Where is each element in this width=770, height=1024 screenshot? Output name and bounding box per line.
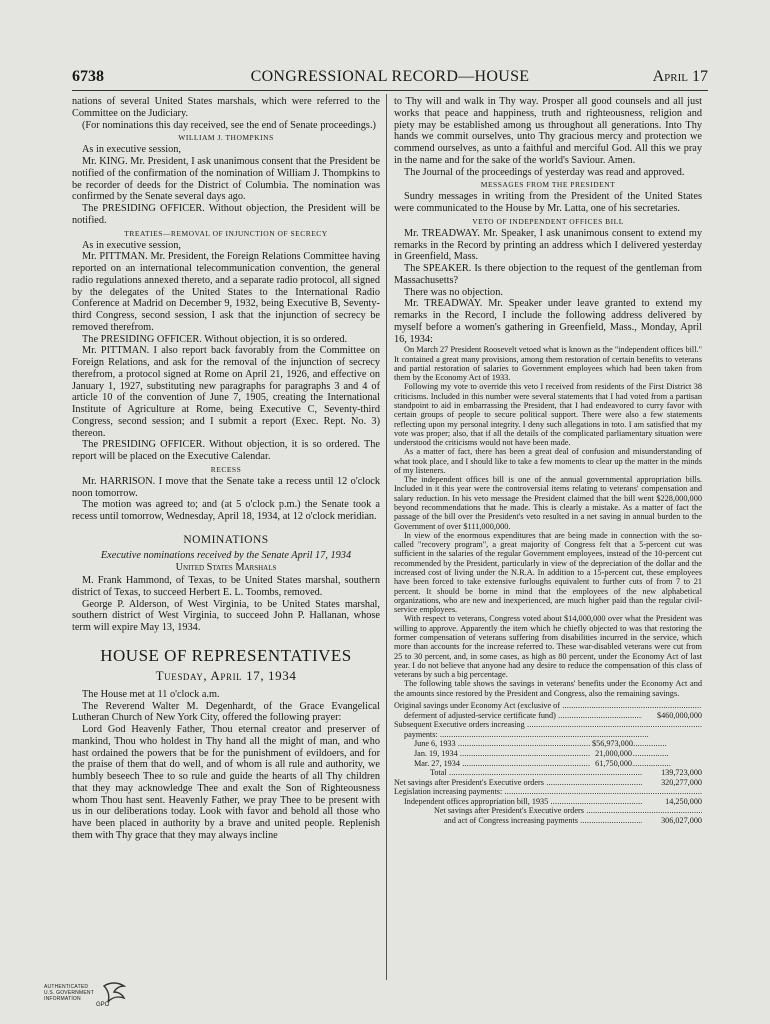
table-row (394, 730, 702, 740)
paragraph: On March 27 President Roosevelt vetoed what is known as the "independent offices bill." It contained a great many provisions, among them restoration of certain benefits to veterans and partial restoration of salaries to Government employees which had been taken from them by the Economy Act of 1933. (394, 345, 702, 383)
gpo-authentication-stamp (44, 980, 134, 1014)
paragraph: The independent offices bill is one of the annual governmental appropriation bills. Included in it this year were the controversial items relating to veterans' compensation and salary reduction. In his veto message the President claimed that the bill went $228,000,000 beyond recommendations that he made. This is clearly a mistake. As a matter of fact the passage of the bill over the President's veto resulted in a net saving in annual burden to the Government of over $111,000,000. (394, 475, 702, 531)
table-row (394, 759, 702, 769)
page-number: 6738 (72, 68, 104, 85)
table-row (394, 816, 702, 826)
paragraph: The Reverend Walter M. Degenhardt, of the Grace Evangelical Lutheran Church of New York City, offered the following prayer: (72, 700, 380, 724)
table-value: 139,723,000 (642, 768, 702, 778)
table-label: Total ..... (430, 768, 658, 778)
table-value: 306,027,000 (642, 816, 702, 826)
table-row (394, 787, 702, 797)
paragraph: The PRESIDING OFFICER. Without objection, it is so ordered. (82, 333, 348, 345)
stamp-line: INFORMATION (44, 996, 81, 1002)
paragraph: There was no objection. (404, 286, 503, 298)
paragraph: Sundry messages in writing from the President of the United States were communicated to the House by Mr. Latta, one of his secretaries. (394, 191, 702, 214)
table-row (394, 711, 702, 721)
paragraph: Mr. PITTMAN. Mr. President, the Foreign Relations Committee having reported on an international telecommunication convention, the general radio regulations annexed thereto, and a separate radio protocol, all signed by the delegates of the United States to the International Radio Conference at Madrid on December 9, 1932, being Executive B, Seventy-third Congress, second session, I ask that the injunction of secrecy be removed therefrom. (72, 251, 380, 333)
paragraph: In view of the enormous expenditures that are being made in connection with the so-called "recovery program", a great majority of Congress felt that a 5-percent cut was sufficient in the salaries of the regular Government employees, instead of the 10-percent cut recommended by the President, particularly in view of the depreciation of the dollar and the increased cost of living under the N.R.A. In addition to a 15-percent cut, these employees have been forced to take extensive furloughs equivalent to further cuts of from 7 to 21 percent. It should be borne in mind that the employees of the new alphabetical organizations, who are new and inexperienced, are much higher paid than the regular civil-service employees. (394, 530, 702, 615)
table-row (394, 806, 702, 816)
paragraph: (For nominations this day received, see the end of Senate proceedings.) (82, 119, 376, 131)
section-caption: WILLIAM J. THOMPKINS (178, 133, 274, 143)
table-label: Independent offices appropriation bill, 1935 ..... (404, 797, 702, 807)
savings-table (394, 701, 702, 826)
house-date: Tuesday, April 17, 1934 (155, 667, 297, 683)
table-label: Net savings after President's Executive orders ..... (394, 778, 702, 788)
table-row (394, 778, 702, 788)
prayer-paragraph: Lord God Heavenly Father, Thou eternal creator and preserver of mankind, Thou who holdest in Thy hand all the might of man, and who hast ordained the powers that be for the punishment of evildoers, and for the praise of them that do well, and of whom is all rule and authority, we humbly beseech Thee to so rule and guide the hearts of all Thy children that they may acknowledge Thee and exalt the Son of Righteousness whom Thou hast sent. Heavenly Father, we pray Thee to be present with us in our deliberations today. Look with favor and behold all those who have been placed in authority by a brave and united people. Replenish them with Thy grace that they may always incline (72, 724, 380, 841)
table-row (394, 701, 702, 711)
table-label: and act of Congress increasing payments ..... (444, 816, 702, 826)
paragraph: The following table shows the savings in veterans' benefits under the Economy Act and the amounts since restored by the President and Congress, also the remaining savings. (394, 679, 702, 698)
nominations-subheading: Executive nominations received by the Senate April 17, 1934 (100, 549, 352, 561)
paragraph: The Journal of the proceedings of yesterday was read and approved. (404, 166, 685, 178)
table-value: 61,750,000 (590, 759, 632, 769)
paragraph: As in executive session, (82, 144, 181, 156)
paragraph: Mr. HARRISON. I move that the Senate take a recess until 12 o'clock noon tomorrow. (72, 475, 380, 499)
right-column (394, 96, 702, 826)
section-caption: VETO OF INDEPENDENT OFFICES BILL (472, 216, 624, 226)
publication-title: CONGRESSIONAL RECORD—HOUSE (250, 68, 530, 85)
paragraph: M. Frank Hammond, of Texas, to be United States marshal, southern district of Texas, to succeed Herbert E. L. Toombs, removed. (72, 575, 380, 598)
table-value: $56,973,000 (592, 739, 633, 749)
house-heading: HOUSE OF REPRESENTATIVES (100, 645, 352, 665)
paragraph: As a matter of fact, there has been a great deal of confusion and misunderstanding of what took place, and I should like to take a few moments to clear up the matter in the minds of my listeners. (394, 447, 702, 475)
address-text (394, 345, 702, 698)
stamp-line: AUTHENTICATED (44, 984, 89, 990)
paragraph: The SPEAKER. Is there objection to the request of the gentleman from Massachusetts? (394, 263, 702, 286)
table-value: $460,000,000 (642, 711, 702, 721)
stamp-text (44, 984, 94, 1002)
table-value: 14,250,000 (642, 797, 702, 807)
section-caption: TREATIES—REMOVAL OF INJUNCTION OF SECRECY (124, 228, 328, 238)
section-caption: MESSAGES FROM THE PRESIDENT (480, 180, 616, 190)
table-value: 320,277,000 (642, 778, 702, 788)
stamp-line: U.S. GOVERNMENT (44, 990, 94, 996)
paragraph: Following my vote to override this veto I received from residents of the First District 38 criticisms. Included in this number were several statements that I had voted from a partisan standpoint to aid in embarrassing the President, that I had endeavored to curry favor with certain groups of people to secure political support. There were also a few statements reflecting upon my personal integrity. I deny such allegations in toto. I am satisfied that my vote was proper; also, that if all the details of the complicated parliamentary situation were understood the criticisms would not have been made. (394, 382, 702, 448)
table-row (394, 720, 702, 730)
paragraph: The PRESIDING OFFICER. Without objection, it is so ordered. The report will be placed on the Executive Calendar. (72, 439, 380, 462)
paragraph: George P. Alderson, of West Virginia, to be United States marshal, southern district of West Virginia, to succeed John P. Hallanan, whose term will expire May 13, 1934. (72, 598, 380, 633)
table-value: 21,000,000 (590, 749, 632, 759)
table-row (394, 739, 702, 749)
paragraph: Mr. TREADWAY. Mr. Speaker under leave granted to extend my remarks in the Record, I include the following address delivered by myself before a women's gathering in Greenfield, Mass., Monday, April 16, 1934: (394, 298, 702, 345)
paragraph: nations of several United States marshals, which were referred to the Committee on the Judiciary. (72, 96, 380, 119)
paragraph: Mr. KING. Mr. President, I ask unanimous consent that the President be notified of the confirmation of the nomination of William J. Thompkins to be recorder of deeds for the District of Columbia. The nomination was confirmed by the Senate several days ago. (72, 156, 380, 203)
table-label: Jan. 19, 1934 ..... (414, 749, 669, 759)
table-row (394, 749, 702, 759)
section-caption: RECESS (210, 464, 242, 474)
paragraph: As in executive session, (82, 239, 181, 251)
left-column (72, 96, 380, 842)
paragraph: The House met at 11 o'clock a.m. (82, 688, 220, 700)
table-row (394, 797, 702, 807)
table-label: Mar. 27, 1934 ..... (414, 759, 671, 769)
column-divider (386, 94, 387, 980)
paragraph: The motion was agreed to; and (at 5 o'clock p.m.) the Senate took a recess until tomorrow, Wednesday, April 18, 1934, at 12 o'clock meridian. (72, 499, 380, 522)
table-label: payments: ..... (404, 730, 649, 740)
table-label: deferment of adjusted-service certificate fund) ..... (404, 711, 702, 721)
table-label: June 6, 1933 ..... (414, 739, 667, 749)
paragraph: Mr. PITTMAN. I also report back favorably from the Committee on Foreign Relations, and ask for the removal of the injunction of secrecy therefrom, a protocol signed at Rome on April 21, 1926, and effective on January 1, 1927, substituting new paragraphs for paragraphs 3 and 4 of article 10 of the convention of June 7, 1905, creating the International Institute of Agriculture at Rome, being Executive C, Seventy-third Congress, second session; and I submit a report (Exec. Rept. No. 3) thereon. (72, 345, 380, 439)
gpo-label: GPO (96, 1002, 110, 1008)
page-header (72, 68, 708, 91)
table-label: Net savings after President's Executive orders ..... (434, 806, 702, 816)
table-label: Legislation increasing payments: ..... (394, 787, 702, 797)
marshals-heading: United States Marshals (175, 562, 277, 574)
paragraph: Mr. TREADWAY. Mr. Speaker, I ask unanimous consent to extend my remarks in the Record by printing an address which I delivered yesterday in Greenfield, Mass. (394, 227, 702, 263)
paragraph: The PRESIDING OFFICER. Without objection, the President will be notified. (72, 203, 380, 226)
header-date: April 17 (652, 68, 708, 85)
table-label: Original savings under Economy Act (exclusive of ..... (394, 701, 702, 711)
table-row (394, 768, 702, 778)
nominations-heading: NOMINATIONS (183, 533, 269, 546)
paragraph: to Thy will and walk in Thy way. Prosper all good counsels and all just works that peace and happiness, truth and righteousness, religion and piety may be established among us throughout all generations. Into Thy hands we commit ourselves, unto Thy gracious mercy and protection we commend ourselves, as unto a faithful and merciful God. All this we pray in the name and for the sake of the world's Saviour. Amen. (394, 96, 702, 166)
table-label: Subsequent Executive orders increasing ..... (394, 720, 702, 730)
paragraph: With respect to veterans, Congress voted about $14,000,000 over what the President was willing to approve. Apparently the item which he chiefly objected to was that restoring the former compensation of veterans suffering from disabilities incurred in the service, which more than accounts for the increase referred to. These war-disabled veterans were cut from 25 to 30 percent, and, in some cases, as high as 80 percent, under the Economy Act of last year. I do not believe that anyone had any desire to reduce the compensation of this class of veterans by such a big percentage. (394, 614, 702, 680)
